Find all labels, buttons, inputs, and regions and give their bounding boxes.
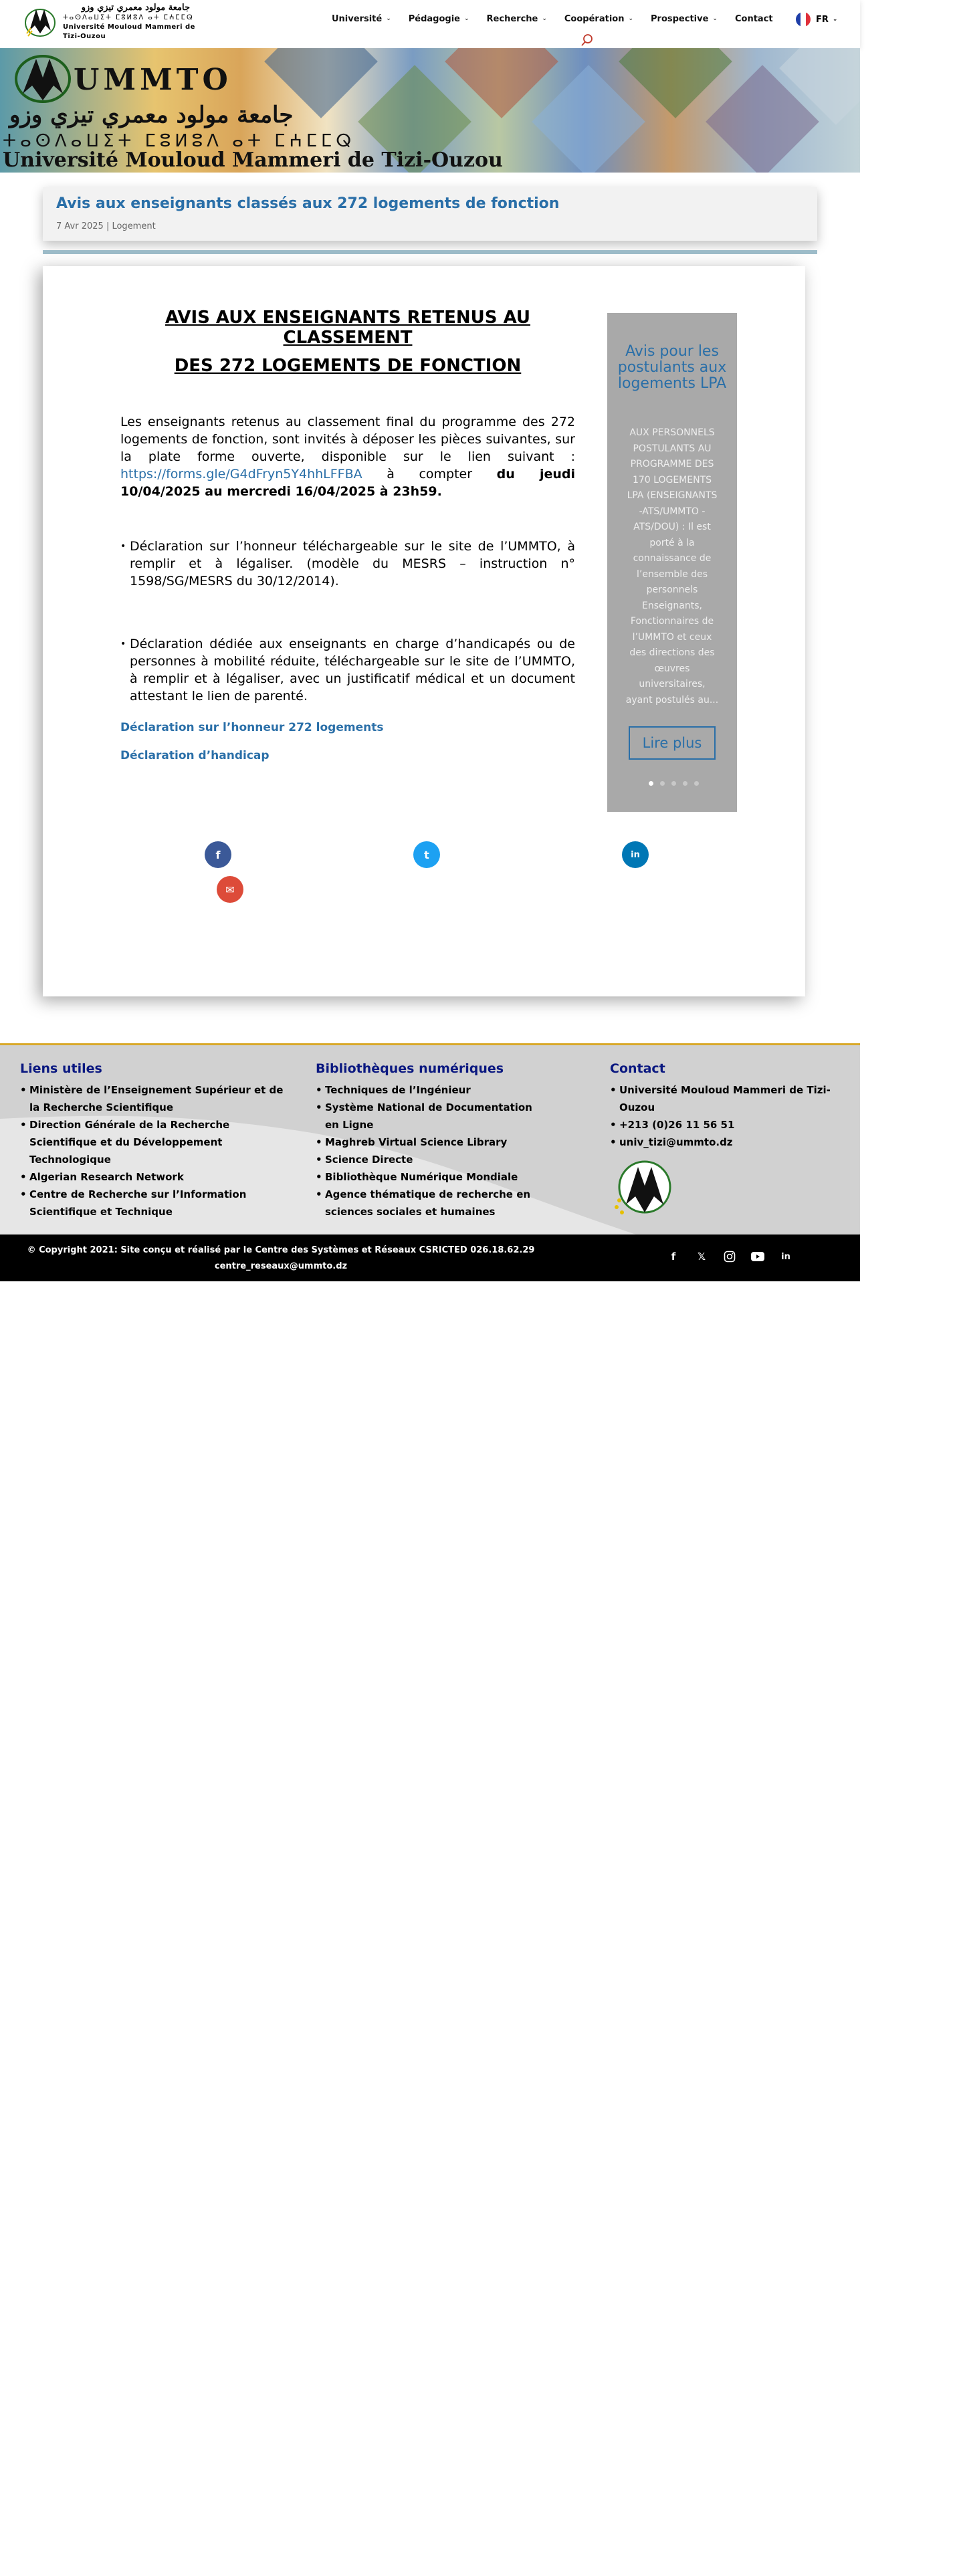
social-links [666,1249,807,1264]
logo-text [63,3,210,40]
footer-heading: Contact [610,1061,665,1076]
copyright-line1: © Copyright 2021: Site conçu et réalisé par le Centre des Systèmes et Réseaux CSRICTED 026.18.62.29 [27,1245,535,1255]
intro-dates: du jeudi 10/04/2025 au mercredi 16/04/2025 à 23h59. [120,467,576,499]
list-item: • Déclaration dédiée aux enseignants en charge d’handicapés ou de personnes à mobilité réduite, téléchargeable sur le site de l’UMMTO, à remplir et à légaliser, avec un justificatif médical et un document attestant le lien de parenté. [130,635,575,705]
contact-phone[interactable]: • +213 (0)26 11 56 51 [610,1116,857,1134]
facebook-icon[interactable]: f [671,1251,676,1263]
french-flag-icon [796,12,811,27]
nav-label: Université [332,13,383,24]
slider-dot[interactable] [671,781,676,786]
contact-email[interactable]: • univ_tizi@ummto.dz [610,1134,857,1151]
logo-tifinagh: ⵜⴰⵙⴷⴰⵡⵉⵜ ⵎⵓⵍⵓⴷ ⴰⵜ ⵎⵄⵎⵎⵕ [63,14,194,21]
slider-dot[interactable] [649,781,653,786]
logo-french: Université Mouloud Mammeri de Tizi-Ouzou [63,23,195,40]
article-intro [120,413,575,500]
slider-dot[interactable] [694,781,699,786]
meta-separator: | [106,221,110,231]
banner-ummto: UMMTO [74,63,232,97]
nav-item-cooperation[interactable] [564,14,633,24]
banner-photo-tile [619,48,732,118]
footer-link[interactable]: • Ministère de l’Enseignement Supérieur et de la Recherche Scientifique [20,1081,288,1116]
post-title: Avis aux enseignants classés aux 272 logements de fonction [56,195,560,212]
nav-label: Prospective [651,13,709,24]
declaration-honneur-link[interactable]: Déclaration sur l’honneur 272 logements [120,721,384,734]
footer-link[interactable]: • Maghreb Virtual Science Library [316,1134,543,1151]
search-icon[interactable] [580,33,594,47]
main-nav [332,12,790,25]
post-category-link[interactable]: Logement [112,221,156,231]
post-date: 7 Avr 2025 [56,221,104,231]
share-linkedin-icon[interactable]: in [622,841,649,868]
footer-contact [610,1061,857,1222]
contact-address: • Université Mouloud Mammeri de Tizi-Ouzou [610,1081,857,1116]
nav-label: Recherche [486,13,538,24]
logo-arabic: جامعة مولود معمري تيزي وزو [81,3,190,13]
declaration-handicap-link[interactable]: Déclaration d’handicap [120,749,270,762]
ummto-emblem-icon [9,52,76,104]
share-email-icon[interactable]: ✉ [217,876,243,903]
banner-arabic: جامعة مولود معمري تيزي وزو [9,102,294,128]
banner-tifinagh: ⵜⴰⵙⴷⴰⵡⵉⵜ ⵎⵓⵍⵓⴷ ⴰⵜ ⵎⵄⵎⵎⵕ [3,131,356,151]
footer-heading: Bibliothèques numériques [316,1061,504,1076]
share-facebook-icon[interactable]: f [205,841,231,868]
nav-item-pedagogie[interactable] [409,14,469,24]
nav-item-recherche[interactable] [487,14,547,24]
chevron-down-icon: ⌄ [628,15,634,22]
footer-link[interactable]: • Système National de Documentation en Ligne [316,1099,543,1134]
chevron-down-icon: ⌄ [464,15,469,22]
nav-item-prospective[interactable] [651,14,718,24]
footer-useful-links [20,1061,288,1220]
news-slider [607,313,737,812]
language-label: FR [816,14,829,25]
slider-dot[interactable] [683,781,687,786]
post-meta [56,221,804,231]
footer-link[interactable]: • Centre de Recherche sur l’Information Scientifique et Technique [20,1186,288,1220]
footer-link[interactable]: • Bibliothèque Numérique Mondiale [316,1168,543,1186]
site-header [0,0,860,48]
site-footer [0,1043,860,1235]
article-body [120,308,575,762]
read-more-button[interactable]: Lire plus [629,726,716,760]
footer-link[interactable]: • Agence thématique de recherche en sciences sociales et humaines [316,1186,543,1220]
banner-french: Université Mouloud Mammeri de Tizi-Ouzou [3,148,503,172]
footer-link[interactable]: • Direction Générale de la Recherche Scientifique et du Développement Technologique [20,1116,288,1168]
chevron-down-icon: ⌄ [386,15,391,22]
youtube-icon[interactable] [750,1249,765,1264]
copyright [13,1243,548,1275]
ummto-emblem-icon [21,4,59,39]
slide-title[interactable]: Avis pour les postulants aux logements LPA [617,343,727,392]
footer-bottom-bar [0,1235,860,1281]
ummto-emblem-icon [610,1156,677,1219]
chevron-down-icon: ⌄ [542,15,547,22]
footer-link[interactable]: • Algerian Research Network [20,1168,288,1186]
footer-link[interactable]: • Science Directe [316,1151,543,1168]
linkedin-icon[interactable]: in [781,1251,790,1262]
chevron-down-icon: ⌄ [712,15,718,22]
instagram-icon[interactable] [722,1249,737,1264]
site-logo[interactable] [16,3,203,40]
nav-item-contact[interactable] [735,14,773,24]
nav-label: Coopération [564,13,625,24]
footer-heading: Liens utiles [20,1061,102,1076]
form-link[interactable]: https://forms.gle/G4dFryn5Y4hhLFFBA [120,467,362,481]
slider-pagination [649,781,706,786]
list-item: • Déclaration sur l’honneur téléchargeable sur le site de l’UMMTO, à remplir et à légaliser. (modèle du MESRS – instruction n° 1598/SG/MESRS du 30/12/2014). [130,538,575,590]
hero-banner [0,48,860,173]
article-heading-line2: DES 272 LOGEMENTS DE FONCTION [174,356,522,376]
intro-text: Les enseignants retenus au classement final du programme des 272 logements de fonction, sont invités à déposer les pièces suivantes, sur la plate forme ouverte, disponible sur le lien suivant : [120,415,575,464]
nav-label: Pédagogie [408,13,460,24]
post-content-card [43,266,805,996]
footer-digital-libraries [316,1061,543,1220]
slider-dot[interactable] [660,781,665,786]
post-header [43,187,817,241]
nav-item-universite[interactable] [332,14,391,24]
required-documents-list [120,538,575,705]
banner-photo-tile [445,48,558,118]
x-icon[interactable]: 𝕏 [697,1251,706,1263]
copyright-line2[interactable]: centre_reseaux@ummto.dz [214,1261,348,1271]
article-heading-line1: AVIS AUX ENSEIGNANTS RETENUS AU CLASSEMENT [165,308,530,348]
chevron-down-icon: ⌄ [832,16,838,23]
nav-label: Contact [734,13,773,24]
footer-link[interactable]: • Techniques de l’Ingénieur [316,1081,543,1099]
language-switcher[interactable] [796,12,837,27]
intro-text-after-link: à compter [362,467,497,481]
divider [43,250,817,254]
slide-excerpt: AUX PERSONNELS POSTULANTS AU PROGRAMME DES 170 LOGEMENTS LPA (ENSEIGNANTS -ATS/UMMTO - ATS/DOU) : Il est porté à la connaissance de l’ensemble des personnels Enseignants, Fonctionnaires de l’UMMTO et ceux des directions des œuvres universitaires, ayant postulés au... [625,427,719,706]
banner-photo-tile [532,65,645,173]
share-twitter-icon[interactable]: t [413,841,440,868]
